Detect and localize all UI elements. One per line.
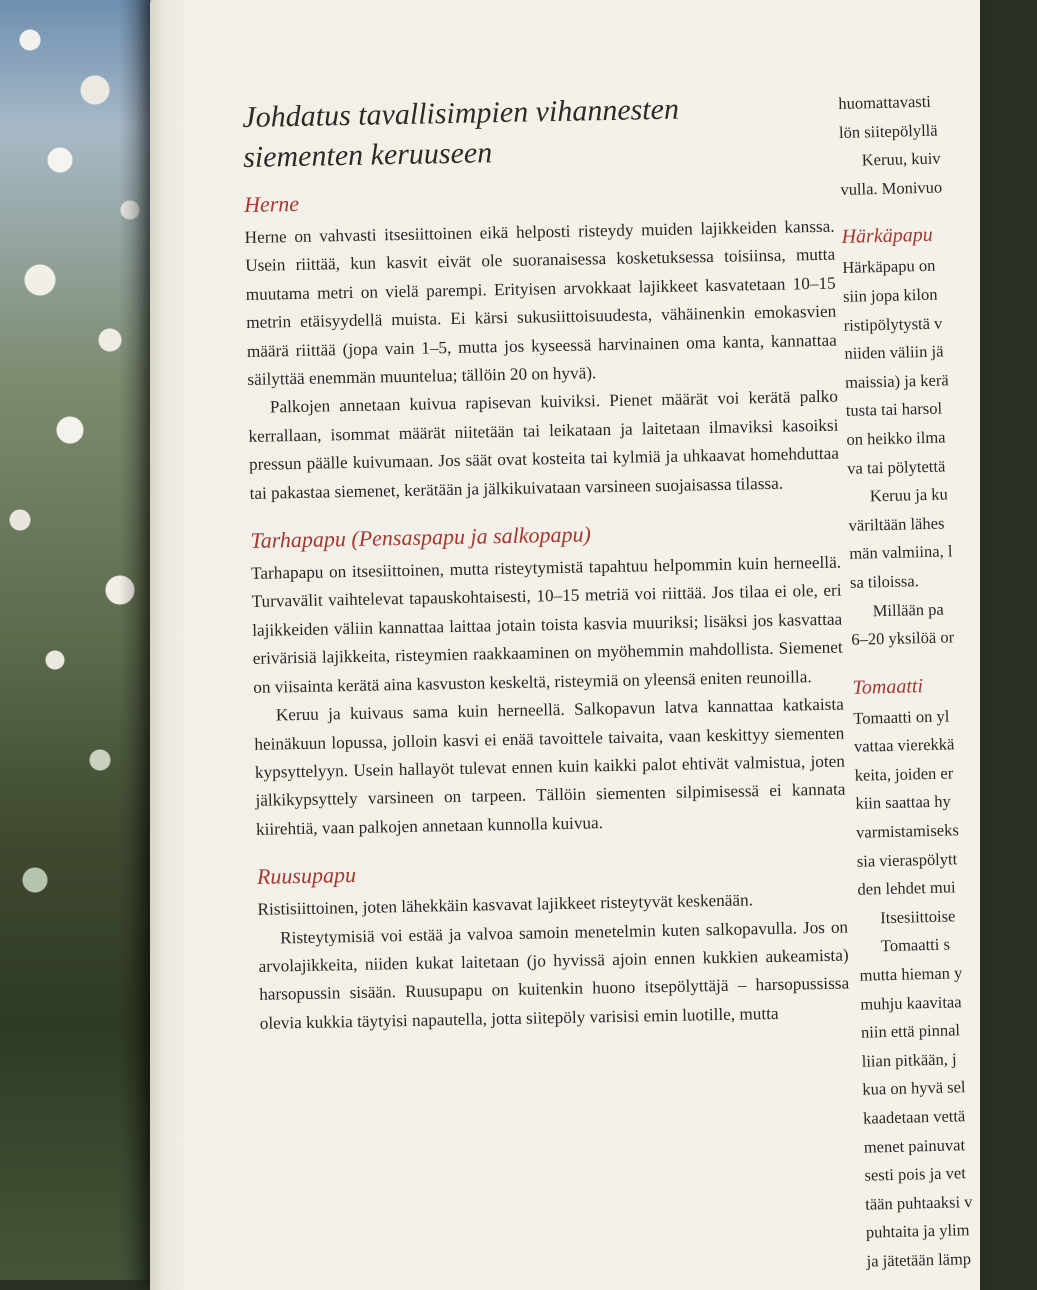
side-line: sa tiloissa. [849, 571, 919, 592]
side-line: kaadetaan vettä [862, 1106, 966, 1128]
tarhapapu-paragraph-1: Tarhapapu on itsesiittoinen, mutta risteytymistä tapahtuu helpommin kuin herneellä. Turvavälit vaihtelevat tapauskohtaisesti, 10–15 metriä voi riittää. Jos tilaa ei ole, eri lajikkeiden väliin kannattaa laittaa jotain toista kasvia muuriksi; lisäksi jos kasvattaa erivärisiä lajikkeita, risteymien raakkaaminen on myöhemmin mahdollista. Siemenet on viisainta kerätä aina kasvuston keskeltä, risteymiä on yleensä eniten reunoilla. [250, 552, 843, 697]
tarhapapu-paragraph-2: Keruu ja kuivaus sama kuin herneellä. Salkopavun latva kannattaa katkaista heinäkuun lopussa, jolloin kasvi ei enää tavoittele taivaita, vaan keskittyy siementen kypsyttelyyn. Usein hallayöt tulevat ennen kuin kaikki palot ehtivät valmistua, joten jälkikypsyttely varsineen on tarpeen. Tällöin siementen silpimisessä ei kannata kiirehtiä, vaan palkojen annetaan kunnolla kuivua. [254, 694, 846, 839]
book-page [150, 0, 980, 1290]
side-line: maissia) ja kerä [844, 370, 949, 392]
side-line: puhtaita ja ylim [865, 1220, 970, 1243]
side-line: den lehdet mui [857, 877, 956, 900]
side-line: liian pitkään, j [861, 1049, 957, 1071]
side-line: kiin saattaa hy [855, 791, 951, 814]
side-line: on heikko ilma [846, 427, 946, 449]
side-line: huomattavasti [838, 91, 932, 113]
herne-paragraph-1: Herne on vahvasti itsesiittoinen eikä helposti risteydy muiden lajikkeiden kanssa. Usein riittää, kun kasvit eivät ole suoranaisessa kosketuksessa toisiinsa, mutta muutama metri on vielä parempi. Erityisen arvokkaat lajikkeet kasvatetaan 10–15 metrin etäisyydellä muista. Ei kärsi sukusiittoisuudesta, vähäinenkin emokasvien määrä riittää (jopa vain 1–5, mutta jos kyseessä harvinainen oma kanta, kannattaa säilyttää enemmän muuntelua; tällöin 20 on hyvä). [244, 216, 837, 389]
chapter-title-line-1: Johdatus tavallisimpien vihannesten [242, 92, 680, 134]
side-line: mutta hieman y [859, 963, 963, 985]
ruusupapu-paragraph-1: Ristisiittoinen, joten lähekkäin kasvavat lajikkeet risteytyvät keskenään. [257, 890, 754, 919]
main-column [242, 87, 850, 1038]
side-line: vattaa vierekkä [853, 734, 955, 757]
section-heading-ruusupapu: Ruusupapu [256, 862, 357, 889]
section-heading-tomaatti: Tomaatti [852, 674, 924, 699]
side-line: ristipölytystä v [843, 313, 943, 335]
side-line: vulla. Monivuo [840, 177, 943, 199]
side-line: Itsesiittoise [879, 906, 956, 928]
side-line: Tomaatti on yl [853, 706, 950, 728]
flowering-tree-photo [0, 0, 170, 1280]
section-heading-tarhapapu: Tarhapapu (Pensaspapu ja salkopapu) [250, 521, 592, 553]
chapter-title [242, 87, 833, 178]
herne-paragraph-2: Palkojen annetaan kuivua rapisevan kuiviksi. Pienet määrät voi kerätä palko kerrallaan, isommat määrät niitetään tai leikataan ja laitetaan ilmaviksi kasoiksi pressun päälle kuivumaan. Jos säät ovat kosteita tai kylmiä ja uhkaavat homehduttaa tai pakastaa siemenet, kerätään ja jälkikuivataan varsineen suojaisassa tilassa. [248, 387, 840, 503]
side-line: lön siitepölyllä [838, 120, 938, 142]
side-line: 6–20 yksilöä or [851, 627, 955, 649]
side-line: Keruu, kuiv [861, 148, 941, 170]
side-line: män valmiina, l [849, 541, 953, 564]
side-line: muhju kaavitaa [860, 991, 962, 1014]
side-line: ja jätetään lämp [866, 1249, 972, 1271]
side-line: keita, joiden er [854, 763, 954, 785]
side-line: Keruu ja ku [869, 484, 949, 506]
side-line: Härkäpapu on [842, 256, 936, 278]
side-line: tusta tai harsol [845, 398, 943, 421]
side-line: Millään pa [872, 599, 944, 620]
side-line: kua on hyvä sel [862, 1077, 966, 1100]
ruusupapu-paragraph-2: Risteytymisiä voi estää ja valvoa samoin menetelmin kuten salkopavulla. Jos on arvolajikkeita, niiden kukat laitetaan (jo hyvissä ajoin ennen kukkien aukeamista) harsopussin sisään. Ruusupapu on kuitenkin huono itsepölyttäjä – harsopussissa olevia kukkia täytyisi napautella, jotta siitepöly varisisi emin luotille, mutta [258, 917, 850, 1033]
side-line: tään puhtaaksi v [864, 1191, 973, 1214]
side-line: niiden väliin jä [844, 341, 944, 364]
side-line: Tomaatti s [880, 934, 951, 956]
side-line: sesti pois ja vet [864, 1163, 967, 1185]
section-heading-harkapapu: Härkäpapu [841, 224, 933, 249]
side-column [838, 86, 1037, 1276]
side-line: va tai pölytettä [847, 456, 946, 478]
side-line: niin että pinnal [860, 1020, 961, 1042]
side-line: väriltään lähes [848, 513, 945, 535]
side-line: siin jopa kilon [842, 284, 938, 306]
chapter-title-line-2: siementen keruuseen [242, 136, 493, 174]
side-line: menet painuvat [863, 1134, 966, 1157]
side-line: varmistamiseks [855, 820, 960, 842]
section-heading-herne: Herne [243, 190, 300, 217]
side-line: sia vieraspölytt [856, 848, 958, 871]
